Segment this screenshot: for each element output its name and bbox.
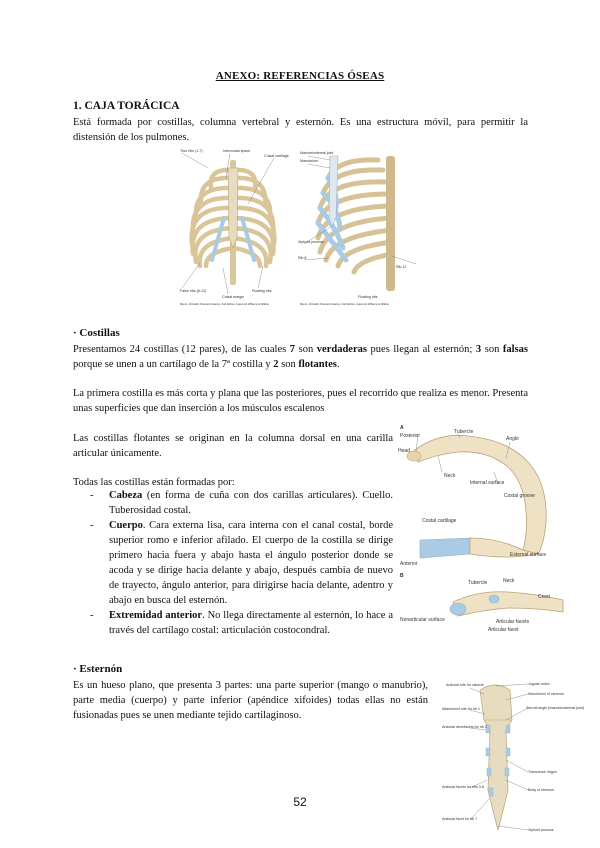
list-item: - Cabeza (en forma de cuña con dos carillas articulares). Cuello. Tuberosidad costal. — [73, 488, 393, 518]
label-external-surface: External surface — [510, 552, 547, 558]
heading-costillas: · Costillas — [73, 327, 120, 339]
label-costal-groove: Costal groove — [504, 493, 535, 499]
panel-b-label: B — [400, 573, 404, 579]
label-false-ribs: False ribs (8-12) — [180, 289, 207, 293]
esternon-paragraph: Es un hueso plano, que presenta 3 partes: una parte superior (mango o manubrio), parte media (cuerpo) y parte inferior (apéndice xifoides) todas ellas no están fusionadas pues se unen mediante tejido cartilaginoso. — [73, 680, 428, 721]
costillas-paragraph-4: Todas las costillas están formadas por: — [73, 477, 235, 488]
label-true-ribs: True ribs (1-7) — [180, 149, 203, 153]
label-articular-site-clavicle: Articular site for clavicle — [446, 683, 484, 687]
rib-parts-list-container — [73, 488, 393, 638]
label-articular-facets: Articular facets — [496, 619, 530, 625]
label-body-of-sternum: Body of sternum — [528, 788, 555, 792]
label-floating-ribs-side: Floating ribs — [358, 295, 378, 299]
label-internal-surface: Internal surface — [470, 480, 505, 486]
label-neck: Neck — [444, 473, 456, 479]
label-attachment-rib-1: Attachment site for rib 1 — [442, 707, 480, 711]
costillas-paragraph-2: La primera costilla es más corta y plana que las posteriores, pues el recorrido que realiza es menor. Presenta unas superficies que dan inserción a los músculos escalenos — [73, 388, 528, 414]
label-nonarticular-surface: Nonarticular surface — [400, 617, 445, 623]
label-facet-rib-7: Articular facet for rib 7 — [442, 817, 478, 821]
label-intercostal-space: Intercostal space — [223, 149, 251, 153]
label-costal-cartilage-rib: Costal cartilage — [422, 518, 457, 524]
label-floating-ribs: Floating ribs — [252, 289, 272, 293]
thorax-front-illustration — [180, 149, 289, 306]
thorax-figure — [178, 148, 418, 313]
figure-credit-front: Moore. Clinically Oriented Anatomy, 2nd Edition. Lippincott Williams & Wilkins — [180, 303, 270, 306]
section-intro: Está formada por costillas, columna vertebral y esternón. Es una estructura móvil, para permitir la distensión de los pulmones. — [73, 117, 528, 143]
label-head: Head — [398, 448, 410, 454]
label-tubercle-b: Tubercle — [468, 580, 488, 586]
rib-figure — [398, 422, 568, 634]
rib-parts-list — [73, 488, 393, 638]
label-rib-8: Rib 8 — [298, 256, 307, 260]
sternum-figure — [440, 680, 584, 840]
label-sternal-angle: Sternal angle (manubriosternal joint) — [526, 706, 584, 710]
label-manubrium-of-sternum: Manubrium of sternum — [528, 692, 564, 696]
label-costal-margin: Costal margin — [222, 295, 245, 299]
list-item: - Cuerpo. Cara externa lisa, cara interna con el canal costal, borde superior romo e inferior afilado. El cuerpo de la costilla se dirige primero hacia fuera y abajo hasta el ángulo posterior donde se acoda y se dirige hacia delante y abajo, después cambia de nuevo de trayecto, ángulo anterior, para dirigirse hacia delante, adentro y abajo en busca del esternón. — [73, 518, 393, 608]
label-manubriosternal-joint: Manubriosternal joint — [300, 151, 334, 155]
label-rib-12: Rib 12 — [396, 265, 407, 269]
label-neck-b: Neck — [503, 578, 515, 584]
label-angle: Angle — [506, 436, 519, 442]
label-xiphoid-process: Xiphoid process — [528, 828, 554, 832]
label-demifacets-rib-2: Articular demifacets for rib 2 — [442, 725, 487, 729]
label-jugular-notch: Jugular notch — [528, 682, 550, 686]
label-crest: Crest — [538, 594, 550, 600]
figure-credit-side: Moore. Clinically Oriented Anatomy, 2nd Edition. Lippincott Williams & Wilkins — [300, 303, 390, 306]
thorax-side-illustration — [298, 151, 416, 306]
page-title: ANEXO: REFERENCIAS ÓSEAS — [215, 70, 385, 82]
costillas-paragraph-1: Presentamos 24 costillas (12 pares), de las cuales 7 son verdaderas pues llegan al esternón; 3 son falsas porque se unen a un cartílago de la 7ª costilla y 2 son flotantes. — [73, 344, 528, 370]
section-heading-caja-toracica: 1. CAJA TORÁCICA — [73, 100, 180, 112]
label-manubrium: Manubrium — [300, 159, 318, 163]
label-articular-facet: Articular facet — [488, 627, 519, 633]
heading-esternon: · Esternón — [73, 663, 123, 675]
label-xiphoid: Xiphoid process — [298, 240, 324, 244]
label-anterior: Anterior — [400, 561, 418, 567]
list-item: - Extremidad anterior. No llega directamente al esternón, lo hace a través del cartílago costal: articulación costocondral. — [73, 608, 393, 638]
label-costal-cartilage: Costal cartilage — [264, 154, 289, 158]
page-number: 52 — [293, 795, 307, 809]
label-posterior: Posterior — [400, 433, 421, 439]
label-transverse-ridges: Transverse ridges — [528, 770, 557, 774]
panel-a-label: A — [400, 425, 404, 431]
label-tubercle: Tubercle — [454, 429, 474, 435]
label-facets-ribs-3-6: Articular facets for ribs 3-6 — [442, 785, 484, 789]
costillas-paragraph-3: Las costillas flotantes se originan en la columna dorsal en una carilla articular únicamente. — [73, 433, 393, 459]
